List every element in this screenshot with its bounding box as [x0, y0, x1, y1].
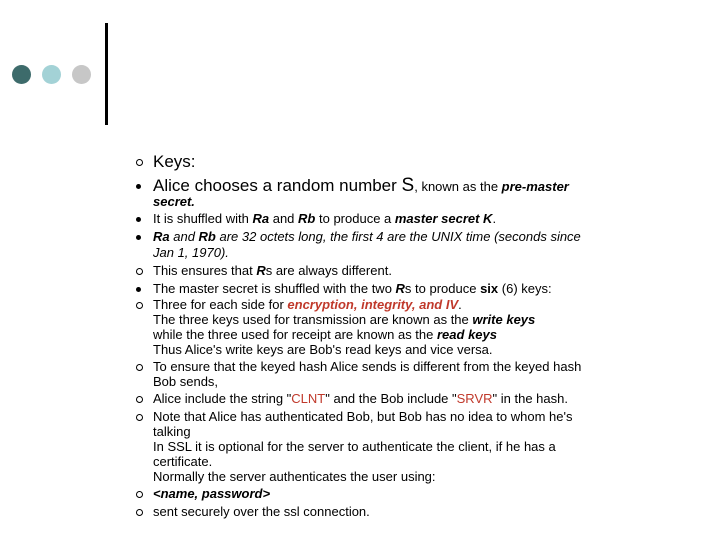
hollow-circle-bullet-icon: [136, 509, 143, 516]
hollow-circle-bullet-icon: [136, 396, 143, 403]
decor-dot-gray: [72, 65, 91, 84]
title-divider: [105, 23, 108, 125]
solid-dot-bullet-icon: [136, 217, 141, 222]
hollow-circle-bullet-icon: [136, 268, 143, 275]
solid-dot-bullet-icon: [136, 235, 141, 240]
decor-dot-light: [42, 65, 61, 84]
alice-chooses-line: Alice chooses a random number S, known as the pre-master: [153, 175, 569, 196]
hollow-circle-bullet-icon: [136, 302, 143, 309]
solid-dot-bullet-icon: [136, 287, 141, 292]
hollow-circle-bullet-icon: [136, 159, 143, 166]
keys-heading: Keys:: [153, 152, 196, 171]
hollow-circle-bullet-icon: [136, 491, 143, 498]
hollow-circle-bullet-icon: [136, 414, 143, 421]
hollow-circle-bullet-icon: [136, 364, 143, 371]
decor-dot-dark: [12, 65, 31, 84]
solid-dot-bullet-icon: [136, 184, 141, 189]
